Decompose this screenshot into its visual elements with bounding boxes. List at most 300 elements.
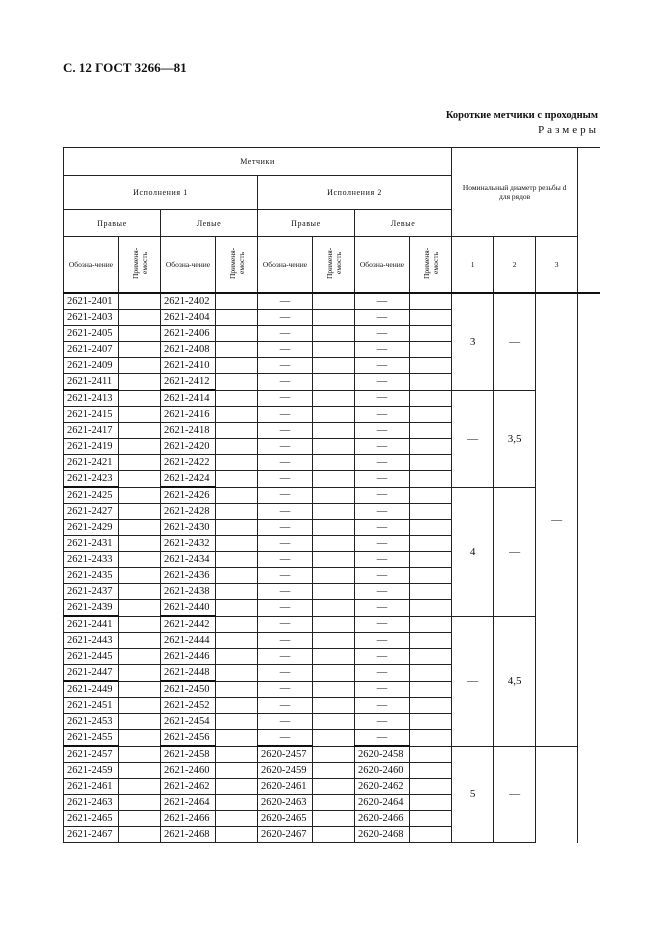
designation-right-2: — — [258, 326, 313, 342]
applicability-left-2 — [410, 600, 452, 617]
applicability-left-1 — [216, 714, 258, 730]
applicability-right-2 — [313, 293, 355, 310]
applicability-right-2 — [313, 536, 355, 552]
applicability-right-2 — [313, 471, 355, 488]
designation-left-2: — — [355, 423, 410, 439]
designation-right-2: — — [258, 310, 313, 326]
applicability-right-1 — [119, 779, 161, 795]
applicability-left-2 — [410, 520, 452, 536]
designation-left-1: 2621-2468 — [161, 827, 216, 843]
applicability-right-1 — [119, 827, 161, 843]
applicability-left-1 — [216, 730, 258, 747]
applicability-left-2 — [410, 293, 452, 310]
designation-right-2: 2620-2465 — [258, 811, 313, 827]
applicability-left-2 — [410, 568, 452, 584]
designation-right-2: — — [258, 714, 313, 730]
designation-left-2: — — [355, 665, 410, 682]
page-header: С. 12 ГОСТ 3266—81 — [63, 60, 187, 75]
applicability-left-2 — [410, 487, 452, 504]
applicability-left-2 — [410, 504, 452, 520]
header-oboznachenie: Обозна-чение — [64, 237, 119, 294]
applicability-left-2 — [410, 649, 452, 665]
designation-left-2: — — [355, 520, 410, 536]
applicability-right-1 — [119, 568, 161, 584]
applicability-right-1 — [119, 342, 161, 358]
table-subtitle: Размеры — [538, 124, 599, 136]
designation-right-1: 2621-2423 — [64, 471, 119, 488]
applicability-left-1 — [216, 423, 258, 439]
applicability-left-1 — [216, 616, 258, 633]
applicability-right-2 — [313, 698, 355, 714]
designation-left-1: 2621-2462 — [161, 779, 216, 795]
applicability-left-2 — [410, 827, 452, 843]
applicability-right-1 — [119, 423, 161, 439]
diameter-row1: 3 — [452, 293, 494, 390]
applicability-right-1 — [119, 584, 161, 600]
designation-right-2: — — [258, 504, 313, 520]
designation-left-1: 2621-2466 — [161, 811, 216, 827]
designation-right-1: 2621-2401 — [64, 293, 119, 310]
applicability-right-2 — [313, 358, 355, 374]
applicability-left-2 — [410, 746, 452, 763]
designation-left-1: 2621-2458 — [161, 746, 216, 763]
header-primenyaemost: Применя-емость — [421, 247, 440, 279]
header-oboznachenie: Обозна-чение — [161, 237, 216, 294]
designation-left-1: 2621-2408 — [161, 342, 216, 358]
header-pravye-2: Правые — [258, 210, 355, 237]
designation-right-2: — — [258, 374, 313, 391]
applicability-left-2 — [410, 374, 452, 391]
designation-right-1: 2621-2455 — [64, 730, 119, 747]
diameter-row1: — — [452, 616, 494, 746]
designation-right-1: 2621-2409 — [64, 358, 119, 374]
designation-left-2: — — [355, 584, 410, 600]
applicability-right-2 — [313, 390, 355, 407]
designation-left-1: 2621-2452 — [161, 698, 216, 714]
designation-left-2: 2620-2462 — [355, 779, 410, 795]
designation-right-2: — — [258, 552, 313, 568]
applicability-left-1 — [216, 795, 258, 811]
designation-right-2: — — [258, 600, 313, 617]
designation-left-1: 2621-2404 — [161, 310, 216, 326]
applicability-right-1 — [119, 390, 161, 407]
header-row-3: 3 — [536, 237, 578, 294]
designation-left-1: 2621-2448 — [161, 665, 216, 682]
designation-left-1: 2621-2402 — [161, 293, 216, 310]
designation-right-2: — — [258, 568, 313, 584]
extra-column-body — [578, 293, 600, 843]
designation-right-2: 2620-2467 — [258, 827, 313, 843]
designation-right-2: — — [258, 390, 313, 407]
designation-left-2: — — [355, 681, 410, 698]
applicability-left-1 — [216, 811, 258, 827]
applicability-left-2 — [410, 681, 452, 698]
designation-right-1: 2621-2451 — [64, 698, 119, 714]
applicability-left-1 — [216, 779, 258, 795]
designation-right-1: 2621-2435 — [64, 568, 119, 584]
applicability-right-1 — [119, 746, 161, 763]
applicability-left-1 — [216, 471, 258, 488]
applicability-left-2 — [410, 471, 452, 488]
applicability-right-1 — [119, 487, 161, 504]
designation-left-1: 2621-2456 — [161, 730, 216, 747]
header-extra-column — [578, 148, 600, 294]
designation-left-2: — — [355, 439, 410, 455]
designation-right-1: 2621-2463 — [64, 795, 119, 811]
designation-right-1: 2621-2417 — [64, 423, 119, 439]
applicability-right-1 — [119, 471, 161, 488]
header-levye-2: Левые — [355, 210, 452, 237]
designation-left-1: 2621-2424 — [161, 471, 216, 488]
taps-table — [63, 147, 600, 843]
designation-left-2: — — [355, 616, 410, 633]
designation-left-2: — — [355, 407, 410, 423]
applicability-right-2 — [313, 714, 355, 730]
applicability-right-2 — [313, 795, 355, 811]
applicability-left-1 — [216, 439, 258, 455]
applicability-left-2 — [410, 407, 452, 423]
designation-right-1: 2621-2419 — [64, 439, 119, 455]
designation-right-2: — — [258, 730, 313, 747]
designation-left-2: — — [355, 374, 410, 391]
diameter-row2: — — [494, 293, 536, 390]
designation-left-1: 2621-2442 — [161, 616, 216, 633]
diameter-row1: — — [452, 390, 494, 487]
designation-left-2: — — [355, 504, 410, 520]
designation-left-2: 2620-2464 — [355, 795, 410, 811]
applicability-left-1 — [216, 600, 258, 617]
applicability-right-1 — [119, 763, 161, 779]
designation-left-2: 2620-2458 — [355, 746, 410, 763]
applicability-left-1 — [216, 358, 258, 374]
designation-left-1: 2621-2454 — [161, 714, 216, 730]
applicability-right-2 — [313, 374, 355, 391]
applicability-left-1 — [216, 455, 258, 471]
applicability-right-1 — [119, 649, 161, 665]
designation-right-2: — — [258, 358, 313, 374]
designation-right-2: — — [258, 698, 313, 714]
designation-left-1: 2621-2414 — [161, 390, 216, 407]
applicability-right-2 — [313, 746, 355, 763]
applicability-right-1 — [119, 600, 161, 617]
applicability-right-1 — [119, 520, 161, 536]
applicability-left-1 — [216, 504, 258, 520]
diameter-row1: 4 — [452, 487, 494, 616]
designation-left-1: 2621-2464 — [161, 795, 216, 811]
designation-right-1: 2621-2467 — [64, 827, 119, 843]
designation-right-1: 2621-2421 — [64, 455, 119, 471]
diameter-row2: — — [494, 746, 536, 843]
applicability-right-2 — [313, 665, 355, 682]
designation-left-2: — — [355, 730, 410, 747]
designation-right-1: 2621-2461 — [64, 779, 119, 795]
header-row-2: 2 — [494, 237, 536, 294]
designation-right-2: — — [258, 487, 313, 504]
designation-right-2: — — [258, 455, 313, 471]
designation-left-2: — — [355, 536, 410, 552]
designation-right-1: 2621-2429 — [64, 520, 119, 536]
designation-right-1: 2621-2433 — [64, 552, 119, 568]
table-row — [64, 487, 600, 504]
designation-right-1: 2621-2431 — [64, 536, 119, 552]
designation-left-2: — — [355, 310, 410, 326]
designation-left-1: 2621-2406 — [161, 326, 216, 342]
designation-left-1: 2621-2428 — [161, 504, 216, 520]
table-title: Короткие метчики с проходным — [445, 110, 598, 121]
applicability-right-2 — [313, 326, 355, 342]
designation-right-2: — — [258, 439, 313, 455]
applicability-right-2 — [313, 504, 355, 520]
applicability-right-1 — [119, 811, 161, 827]
designation-left-1: 2621-2422 — [161, 455, 216, 471]
designation-right-1: 2621-2405 — [64, 326, 119, 342]
applicability-left-1 — [216, 293, 258, 310]
designation-right-1: 2621-2443 — [64, 633, 119, 649]
applicability-right-2 — [313, 633, 355, 649]
applicability-left-2 — [410, 326, 452, 342]
diameter-row2: — — [494, 487, 536, 616]
designation-right-2: 2620-2463 — [258, 795, 313, 811]
table-body — [64, 293, 600, 843]
designation-right-1: 2621-2403 — [64, 310, 119, 326]
designation-left-1: 2621-2416 — [161, 407, 216, 423]
applicability-right-1 — [119, 293, 161, 310]
applicability-right-1 — [119, 665, 161, 682]
applicability-right-2 — [313, 730, 355, 747]
diameter-row2: 3,5 — [494, 390, 536, 487]
designation-right-1: 2621-2465 — [64, 811, 119, 827]
applicability-left-1 — [216, 326, 258, 342]
designation-left-2: — — [355, 649, 410, 665]
header-primenyaemost: Применя-емость — [324, 247, 343, 279]
applicability-right-1 — [119, 681, 161, 698]
designation-right-2: — — [258, 681, 313, 698]
designation-left-1: 2621-2426 — [161, 487, 216, 504]
header-pravye-1: Правые — [64, 210, 161, 237]
designation-right-2: — — [258, 423, 313, 439]
designation-right-2: — — [258, 471, 313, 488]
applicability-left-1 — [216, 520, 258, 536]
designation-left-1: 2621-2410 — [161, 358, 216, 374]
applicability-right-2 — [313, 681, 355, 698]
applicability-left-2 — [410, 552, 452, 568]
designation-right-2: — — [258, 633, 313, 649]
designation-right-2: — — [258, 520, 313, 536]
applicability-left-2 — [410, 795, 452, 811]
designation-left-2: — — [355, 552, 410, 568]
applicability-right-2 — [313, 487, 355, 504]
designation-right-1: 2621-2413 — [64, 390, 119, 407]
applicability-right-1 — [119, 358, 161, 374]
designation-right-2: — — [258, 584, 313, 600]
header-nominal-diameter: Номинальный диаметр резьбы d для рядов — [452, 148, 578, 237]
applicability-right-2 — [313, 649, 355, 665]
applicability-left-2 — [410, 342, 452, 358]
designation-left-1: 2621-2440 — [161, 600, 216, 617]
table-row — [64, 746, 600, 763]
applicability-left-2 — [410, 616, 452, 633]
applicability-left-2 — [410, 584, 452, 600]
applicability-right-1 — [119, 326, 161, 342]
designation-right-2: 2620-2457 — [258, 746, 313, 763]
designation-right-2: — — [258, 536, 313, 552]
applicability-right-1 — [119, 795, 161, 811]
applicability-right-2 — [313, 310, 355, 326]
applicability-right-2 — [313, 811, 355, 827]
designation-left-2: — — [355, 455, 410, 471]
header-primenyaemost-cell — [216, 237, 258, 294]
applicability-right-2 — [313, 342, 355, 358]
designation-left-2: — — [355, 342, 410, 358]
applicability-left-1 — [216, 681, 258, 698]
applicability-left-2 — [410, 779, 452, 795]
applicability-left-1 — [216, 536, 258, 552]
designation-left-1: 2621-2444 — [161, 633, 216, 649]
designation-right-2: — — [258, 665, 313, 682]
header-ispolnenie-1: Исполнения 1 — [64, 176, 258, 210]
designation-right-1: 2621-2415 — [64, 407, 119, 423]
applicability-right-2 — [313, 423, 355, 439]
applicability-right-1 — [119, 455, 161, 471]
designation-left-1: 2621-2450 — [161, 681, 216, 698]
applicability-right-2 — [313, 616, 355, 633]
applicability-left-1 — [216, 649, 258, 665]
designation-right-1: 2621-2445 — [64, 649, 119, 665]
designation-left-1: 2621-2436 — [161, 568, 216, 584]
designation-left-2: 2620-2466 — [355, 811, 410, 827]
applicability-left-2 — [410, 358, 452, 374]
designation-right-2: — — [258, 407, 313, 423]
designation-right-2: — — [258, 649, 313, 665]
header-oboznachenie: Обозна-чение — [355, 237, 410, 294]
designation-left-2: — — [355, 714, 410, 730]
designation-right-2: 2620-2461 — [258, 779, 313, 795]
applicability-left-1 — [216, 568, 258, 584]
designation-left-2: — — [355, 698, 410, 714]
designation-left-2: — — [355, 293, 410, 310]
designation-left-1: 2621-2438 — [161, 584, 216, 600]
designation-left-1: 2621-2412 — [161, 374, 216, 391]
designation-left-2: — — [355, 633, 410, 649]
designation-right-1: 2621-2437 — [64, 584, 119, 600]
header-metchiki: Метчики — [64, 148, 452, 176]
applicability-right-2 — [313, 763, 355, 779]
applicability-right-2 — [313, 455, 355, 471]
designation-left-1: 2621-2430 — [161, 520, 216, 536]
header-primenyaemost: Применя-емость — [227, 247, 246, 279]
applicability-left-2 — [410, 665, 452, 682]
designation-right-2: — — [258, 616, 313, 633]
applicability-left-1 — [216, 310, 258, 326]
diameter-row3: — — [536, 293, 578, 746]
applicability-left-1 — [216, 698, 258, 714]
applicability-right-1 — [119, 374, 161, 391]
applicability-left-1 — [216, 342, 258, 358]
header-levye-1: Левые — [161, 210, 258, 237]
designation-right-1: 2621-2425 — [64, 487, 119, 504]
applicability-right-2 — [313, 600, 355, 617]
diameter-row1: 5 — [452, 746, 494, 843]
designation-left-2: — — [355, 471, 410, 488]
header-primenyaemost-cell — [119, 237, 161, 294]
designation-left-1: 2621-2460 — [161, 763, 216, 779]
designation-right-2: — — [258, 342, 313, 358]
designation-right-1: 2621-2441 — [64, 616, 119, 633]
table-row — [64, 293, 600, 310]
applicability-left-1 — [216, 374, 258, 391]
applicability-left-2 — [410, 536, 452, 552]
applicability-left-2 — [410, 763, 452, 779]
applicability-right-1 — [119, 730, 161, 747]
applicability-left-1 — [216, 487, 258, 504]
designation-left-1: 2621-2432 — [161, 536, 216, 552]
applicability-right-2 — [313, 584, 355, 600]
applicability-right-2 — [313, 520, 355, 536]
designation-left-1: 2621-2420 — [161, 439, 216, 455]
designation-right-1: 2621-2427 — [64, 504, 119, 520]
header-ispolnenie-2: Исполнения 2 — [258, 176, 452, 210]
applicability-right-1 — [119, 536, 161, 552]
designation-right-1: 2621-2447 — [64, 665, 119, 682]
designation-right-2: — — [258, 293, 313, 310]
designation-left-1: 2621-2418 — [161, 423, 216, 439]
diameter-row3-empty — [536, 746, 578, 843]
applicability-right-1 — [119, 310, 161, 326]
designation-left-1: 2621-2434 — [161, 552, 216, 568]
table-row — [64, 616, 600, 633]
applicability-left-2 — [410, 633, 452, 649]
applicability-left-2 — [410, 423, 452, 439]
applicability-right-1 — [119, 616, 161, 633]
diameter-row2: 4,5 — [494, 616, 536, 746]
applicability-left-1 — [216, 746, 258, 763]
applicability-left-2 — [410, 730, 452, 747]
designation-right-1: 2621-2453 — [64, 714, 119, 730]
designation-right-1: 2621-2439 — [64, 600, 119, 617]
header-primenyaemost-cell — [410, 237, 452, 294]
applicability-right-1 — [119, 714, 161, 730]
applicability-left-1 — [216, 552, 258, 568]
applicability-right-1 — [119, 504, 161, 520]
applicability-left-2 — [410, 310, 452, 326]
designation-left-2: — — [355, 390, 410, 407]
applicability-right-2 — [313, 407, 355, 423]
applicability-right-2 — [313, 568, 355, 584]
applicability-right-2 — [313, 827, 355, 843]
designation-right-1: 2621-2411 — [64, 374, 119, 391]
designation-left-1: 2621-2446 — [161, 649, 216, 665]
applicability-left-1 — [216, 390, 258, 407]
applicability-left-2 — [410, 439, 452, 455]
table-row — [64, 390, 600, 407]
applicability-left-2 — [410, 811, 452, 827]
designation-left-2: — — [355, 600, 410, 617]
applicability-left-2 — [410, 455, 452, 471]
header-primenyaemost-cell — [313, 237, 355, 294]
designation-left-2: 2620-2460 — [355, 763, 410, 779]
designation-right-2: 2620-2459 — [258, 763, 313, 779]
applicability-right-2 — [313, 779, 355, 795]
header-primenyaemost: Применя-емость — [130, 247, 149, 279]
applicability-left-2 — [410, 714, 452, 730]
applicability-left-1 — [216, 407, 258, 423]
applicability-left-1 — [216, 665, 258, 682]
applicability-right-1 — [119, 407, 161, 423]
applicability-right-1 — [119, 439, 161, 455]
designation-left-2: — — [355, 358, 410, 374]
designation-right-1: 2621-2459 — [64, 763, 119, 779]
applicability-right-2 — [313, 439, 355, 455]
